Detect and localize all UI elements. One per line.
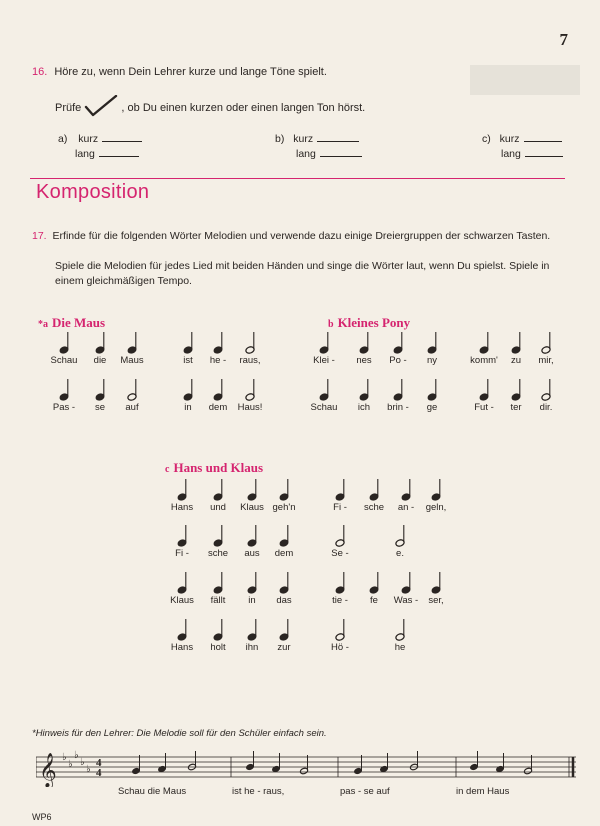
lyric-syllable: sche — [207, 548, 229, 559]
song-title: Kleines Pony — [337, 315, 411, 330]
quarter-note-icon — [177, 618, 191, 642]
lyric-syllable: he — [394, 642, 406, 653]
lyric-syllable: sche — [363, 502, 385, 513]
quarter-note-icon — [401, 571, 415, 595]
song-c-title — [165, 460, 263, 476]
quarter-note-icon — [177, 524, 191, 548]
pruefe-label: Prüfe — [55, 102, 82, 114]
half-note-icon — [335, 618, 349, 642]
song-letter: c — [165, 464, 170, 475]
quarter-note-icon — [479, 331, 493, 355]
quarter-note-icon — [479, 378, 493, 402]
answer-blank[interactable] — [525, 146, 563, 157]
lyric-syllable: in — [184, 402, 192, 413]
lyric-syllable: Po - — [389, 355, 407, 366]
lyric-syllable: zu — [510, 355, 522, 366]
lyric-syllable: ter — [510, 402, 522, 413]
time-signature-top: 4 — [96, 757, 102, 769]
lyric-syllable: ge — [426, 402, 438, 413]
half-note-icon — [335, 524, 349, 548]
option-long-label: lang — [501, 148, 521, 160]
key-signature-flats — [62, 750, 91, 775]
song-letter: *a — [38, 319, 48, 330]
quarter-note-icon — [393, 331, 407, 355]
option-long-label: lang — [75, 148, 95, 160]
svg-text:♭: ♭ — [74, 750, 79, 761]
lyric-syllable: komm' — [470, 355, 498, 366]
lyric-syllable: fällt — [210, 595, 226, 606]
lyric-syllable: e. — [396, 548, 404, 559]
quarter-note-icon — [247, 571, 261, 595]
half-note-icon — [395, 618, 409, 642]
lyric-syllable: Hö - — [331, 642, 349, 653]
quarter-note-icon — [335, 478, 349, 502]
svg-text:♭: ♭ — [80, 757, 85, 768]
lyric-syllable: Fut - — [474, 402, 494, 413]
lyric-syllable: raus, — [239, 355, 261, 366]
page-footer: WP6 — [32, 812, 52, 822]
lyric-syllable: Fi - — [333, 502, 347, 513]
quarter-note-icon — [177, 478, 191, 502]
half-note-icon — [541, 378, 555, 402]
quarter-note-icon — [59, 378, 73, 402]
lyric-syllable: fe — [370, 595, 378, 606]
quarter-note-icon — [213, 378, 227, 402]
task-17-instruction: Spiele die Melodien für jedes Lied mit beiden Händen und singe die Wörter laut, wenn Du spielst. Spiele in einem gleichmäßigen Tempo. — [55, 260, 550, 288]
staff-lyric-1: Schau die Maus — [118, 786, 187, 797]
quarter-note-icon — [59, 331, 73, 355]
treble-clef-icon: 𝄞 — [39, 753, 57, 787]
quarter-note-icon — [401, 478, 415, 502]
task-16 — [32, 66, 327, 78]
quarter-note-icon — [213, 478, 227, 502]
answer-blank[interactable] — [524, 131, 562, 142]
answer-blank[interactable] — [317, 131, 359, 142]
quarter-note-icon — [335, 571, 349, 595]
quarter-note-icon — [319, 331, 333, 355]
lyric-syllable: in — [248, 595, 256, 606]
time-signature-bottom: 4 — [96, 767, 102, 779]
staff-lyric-4: in dem Haus — [456, 786, 510, 797]
lyric-syllable: ser, — [428, 595, 444, 606]
lyric-syllable: das — [276, 595, 292, 606]
lyric-syllable: mir, — [538, 355, 554, 366]
staff-notation — [36, 747, 576, 787]
lyric-syllable: ich — [357, 402, 371, 413]
option-a-long — [75, 146, 139, 160]
quarter-note-icon — [431, 571, 445, 595]
teacher-hint: *Hinweis für den Lehrer: Die Melodie soll für den Schüler einfach sein. — [32, 728, 327, 739]
svg-text:♭: ♭ — [68, 759, 73, 770]
option-letter: b) — [275, 133, 285, 145]
lyric-syllable: geln, — [425, 502, 447, 513]
lyric-syllable: Hans — [170, 642, 194, 653]
lyric-syllable: brin - — [387, 402, 409, 413]
quarter-note-icon — [427, 331, 441, 355]
quarter-note-icon — [369, 478, 383, 502]
song-title: Die Maus — [52, 315, 106, 330]
svg-text:♭: ♭ — [86, 764, 91, 775]
answer-blank[interactable] — [99, 146, 139, 157]
lyric-syllable: auf — [125, 402, 139, 413]
lyric-syllable: Fi - — [175, 548, 189, 559]
lyric-syllable: Schau — [310, 402, 338, 413]
lyric-syllable: ihn — [245, 642, 259, 653]
lyric-syllable: und — [210, 502, 226, 513]
pruefe-rest: , ob Du einen kurzen oder einen langen Ton hörst. — [121, 102, 366, 114]
quarter-note-icon — [511, 331, 525, 355]
section-rule — [30, 178, 565, 179]
lyric-syllable: Schau — [50, 355, 78, 366]
section-heading: Komposition — [36, 181, 150, 203]
lyric-syllable: Klei - — [313, 355, 335, 366]
quarter-note-icon — [127, 331, 141, 355]
lyric-syllable: Pas - — [52, 402, 76, 413]
song-letter: b — [328, 319, 334, 330]
staff-lyric-2: ist he - raus, — [232, 786, 285, 797]
task-17-number: 17. — [32, 230, 47, 242]
lyric-syllable: ny — [426, 355, 438, 366]
quarter-note-icon — [213, 331, 227, 355]
quarter-note-icon — [95, 331, 109, 355]
lyric-syllable: nes — [356, 355, 372, 366]
option-c-long — [501, 146, 563, 160]
quarter-note-icon — [279, 478, 293, 502]
page-number: 7 — [559, 30, 568, 49]
song-a-title — [38, 315, 105, 331]
option-letter: a) — [58, 133, 68, 145]
lyric-syllable: zur — [277, 642, 291, 653]
option-short-label: kurz — [499, 133, 520, 145]
quarter-note-icon — [319, 378, 333, 402]
lyric-syllable: Se - — [331, 548, 349, 559]
song-title: Hans und Klaus — [173, 460, 264, 475]
lyric-syllable: Was - — [393, 595, 419, 606]
quarter-note-icon — [393, 378, 407, 402]
quarter-note-icon — [213, 571, 227, 595]
lyric-syllable: Haus! — [237, 402, 263, 413]
music-staff — [36, 747, 576, 807]
option-c — [482, 131, 562, 145]
half-note-icon — [245, 378, 259, 402]
task-17-text: Erfinde für die folgenden Wörter Melodien und verwende dazu einige Dreiergruppen der schwarzen Tasten. — [52, 230, 551, 242]
quarter-note-icon — [511, 378, 525, 402]
quarter-note-icon — [247, 618, 261, 642]
svg-text:♭: ♭ — [62, 752, 67, 763]
lyric-syllable: Klaus — [170, 595, 194, 606]
staff-notes — [132, 751, 533, 775]
lyric-syllable: tie - — [332, 595, 348, 606]
lyric-syllable: he - — [209, 355, 227, 366]
half-note-icon — [541, 331, 555, 355]
option-b-long — [296, 146, 362, 160]
lyric-syllable: geh'n — [272, 502, 296, 513]
quarter-note-icon — [279, 524, 293, 548]
task-16-text: Höre zu, wenn Dein Lehrer kurze und lange Töne spielt. — [54, 66, 327, 78]
answer-blank[interactable] — [320, 146, 362, 157]
quarter-note-icon — [279, 571, 293, 595]
quarter-note-icon — [431, 478, 445, 502]
lyric-syllable: dem — [274, 548, 294, 559]
option-a — [58, 131, 142, 145]
half-note-icon — [245, 331, 259, 355]
answer-blank[interactable] — [102, 131, 142, 142]
quarter-note-icon — [359, 331, 373, 355]
option-long-label: lang — [296, 148, 316, 160]
lyric-syllable: an - — [397, 502, 415, 513]
option-short-label: kurz — [78, 133, 99, 145]
quarter-note-icon — [427, 378, 441, 402]
quarter-note-icon — [213, 618, 227, 642]
lyric-syllable: Maus — [120, 355, 144, 366]
quarter-note-icon — [213, 524, 227, 548]
lyric-syllable: aus — [244, 548, 260, 559]
quarter-note-icon — [369, 571, 383, 595]
option-b — [275, 131, 359, 145]
option-letter: c) — [482, 133, 491, 145]
checkmark-icon — [84, 95, 118, 113]
half-note-icon — [395, 524, 409, 548]
quarter-note-icon — [183, 378, 197, 402]
lyric-syllable: dem — [208, 402, 228, 413]
option-short-label: kurz — [293, 133, 314, 145]
task-17 — [32, 230, 577, 242]
quarter-note-icon — [183, 331, 197, 355]
lyric-syllable: holt — [210, 642, 226, 653]
lyric-syllable: se — [94, 402, 106, 413]
staff-lyric-3: pas - se auf — [340, 786, 390, 797]
quarter-note-icon — [279, 618, 293, 642]
quarter-note-icon — [95, 378, 109, 402]
bleed-through-shadow — [470, 65, 580, 95]
song-b-title — [328, 315, 410, 331]
quarter-note-icon — [359, 378, 373, 402]
task-16-number: 16. — [32, 66, 48, 78]
lyric-syllable: dir. — [539, 402, 553, 413]
lyric-syllable: die — [93, 355, 107, 366]
lyric-syllable: ist — [183, 355, 193, 366]
lyric-syllable: Klaus — [240, 502, 264, 513]
lyric-syllable: Hans — [170, 502, 194, 513]
half-note-icon — [127, 378, 141, 402]
quarter-note-icon — [177, 571, 191, 595]
quarter-note-icon — [247, 478, 261, 502]
quarter-note-icon — [247, 524, 261, 548]
task-16-instruction — [55, 95, 365, 114]
